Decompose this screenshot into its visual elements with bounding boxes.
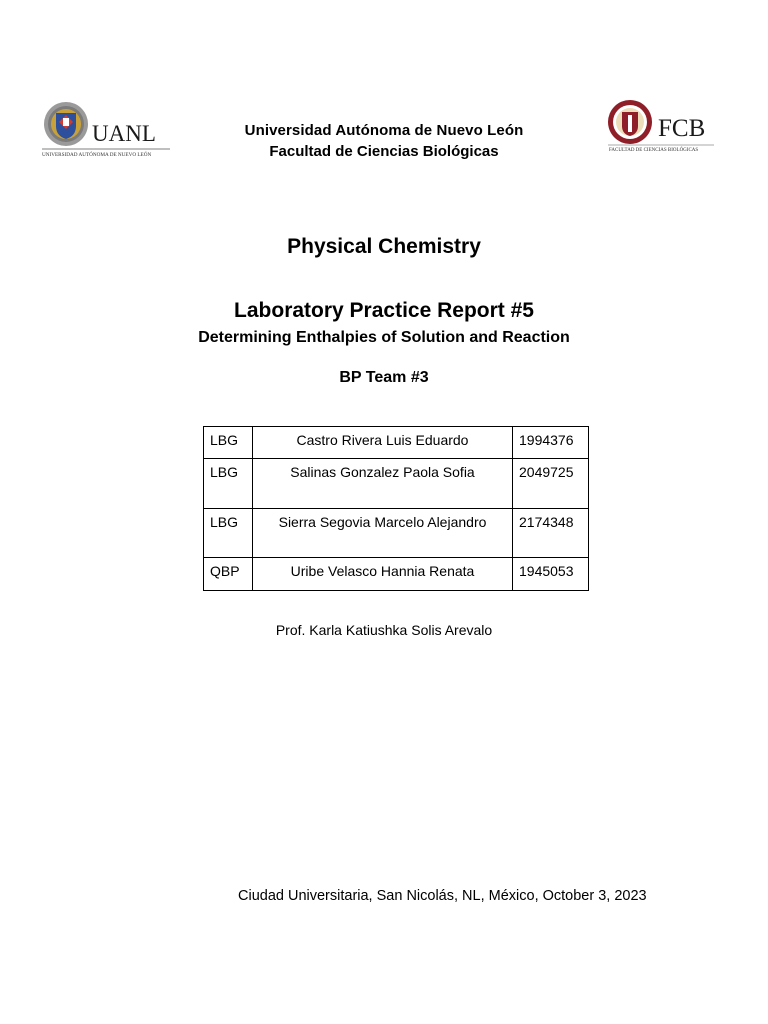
fcb-wordmark: FCB xyxy=(658,115,706,142)
student-id-cell: 1945053 xyxy=(513,558,589,591)
student-id-cell: 2049725 xyxy=(513,459,589,509)
program-cell: LBG xyxy=(204,509,253,558)
program-cell: QBP xyxy=(204,558,253,591)
program-cell: LBG xyxy=(204,459,253,509)
student-name-cell: Castro Rivera Luis Eduardo xyxy=(253,427,513,459)
student-name-cell: Salinas Gonzalez Paola Sofia xyxy=(253,459,513,509)
uanl-caption: UNIVERSIDAD AUTÓNOMA DE NUEVO LEÓN xyxy=(42,152,152,158)
table-row xyxy=(204,427,589,459)
program-cell: LBG xyxy=(204,427,253,459)
place-and-date: Ciudad Universitaria, San Nicolás, NL, México, October 3, 2023 xyxy=(238,888,647,904)
table-row xyxy=(204,459,589,509)
report-subtitle: Determining Enthalpies of Solution and Reaction xyxy=(198,329,570,346)
student-name-cell: Sierra Segovia Marcelo Alejandro xyxy=(253,509,513,558)
report-title: Laboratory Practice Report #5 xyxy=(234,299,534,322)
student-id-cell: 1994376 xyxy=(513,427,589,459)
team-label: BP Team #3 xyxy=(339,369,429,386)
professor-name: Prof. Karla Katiushka Solis Arevalo xyxy=(275,622,493,638)
student-id-cell: 2174348 xyxy=(513,509,589,558)
course-title: Physical Chemistry xyxy=(287,235,481,258)
uanl-wordmark: UANL xyxy=(92,121,156,146)
university-name: Universidad Autónoma de Nuevo León xyxy=(244,122,524,139)
table-row xyxy=(204,509,589,558)
table-row xyxy=(204,558,589,591)
faculty-name: Facultad de Ciencias Biológicas xyxy=(269,143,499,160)
fcb-caption: FACULTAD DE CIENCIAS BIOLÓGICAS xyxy=(609,148,699,153)
student-name-cell: Uribe Velasco Hannia Renata xyxy=(253,558,513,591)
team-members-table xyxy=(203,426,589,591)
